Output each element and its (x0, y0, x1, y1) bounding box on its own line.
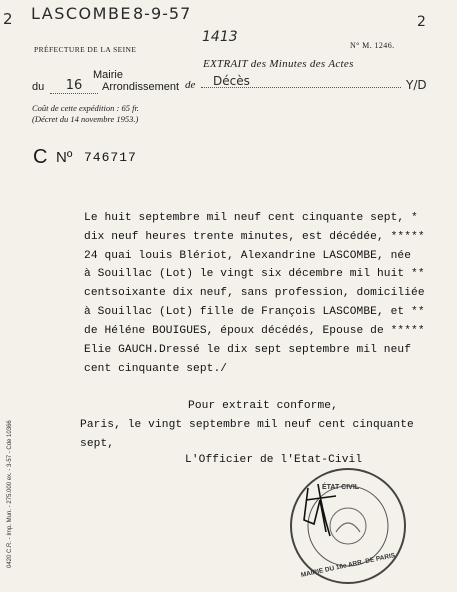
act-type: Décès (213, 74, 250, 88)
body-line: centsoixante dix neuf, sans profession, domiciliée (84, 287, 425, 299)
handwritten-mark-top-right: 2 (417, 14, 426, 30)
stamp-bottom-text: MAIRIE DU 16e ARR. DE PARIS (300, 552, 396, 579)
body-line: à Souillac (Lot) le vingt six décembre mil huit ** (84, 268, 425, 280)
serial-number: 746717 (84, 150, 137, 165)
prefecture-heading: PRÉFECTURE DE LA SEINE (34, 45, 137, 54)
body-line: Le huit septembre mil neuf cent cinquante sept, * (84, 212, 418, 224)
body-line: dix neuf heures trente minutes, est décédée, ***** (84, 231, 425, 243)
form-number: N° M. 1246. (350, 41, 395, 50)
mairie-label: Mairie (93, 69, 123, 81)
handwritten-surname: LASCOMBE (31, 4, 133, 23)
officer-signature (278, 470, 388, 560)
serial-prefix: Nº (56, 149, 73, 166)
body-line: cent cinquante sept./ (84, 363, 228, 375)
pour-extrait-conforme: Pour extrait conforme, (188, 400, 338, 412)
serial-letter: C (33, 146, 48, 168)
arrondissement-number: 16 (50, 78, 98, 94)
arrondissement-label: Arrondissement (102, 81, 180, 93)
body-line: Elie GAUCH.Dressé le dix sept septembre mil neuf (84, 344, 412, 356)
place-date-line-continued: sept, (80, 438, 115, 450)
officer-title: L'Officier de l'Etat-Civil (185, 454, 363, 466)
cost-line: Coût de cette expédition : 65 fr. (32, 103, 139, 113)
de-label: de (185, 79, 196, 91)
handwritten-reference-number: 1413 (202, 29, 238, 45)
handwritten-yd: Y/D (406, 78, 427, 92)
printer-margin-note: 0420 C.R. - Imp. Mun. - 275.000 ex. - 3-57 - Cde 10366 (7, 420, 13, 568)
handwritten-mark-top-left: 2 (3, 10, 13, 28)
place-date-line: Paris, le vingt septembre mil neuf cent cinquante (80, 419, 414, 431)
body-line: de Héléne BOUIGUES, époux décédés, Epouse de ***** (84, 325, 425, 337)
body-line: à Souillac (Lot) fille de François LASCOMBE, et ** (84, 306, 425, 318)
decree-line: (Décret du 14 novembre 1953.) (32, 114, 139, 124)
du-label: du (32, 81, 45, 93)
extract-title: EXTRAIT des Minutes des Actes (203, 58, 354, 70)
stamp-top-text: ÉTAT CIVIL (322, 484, 360, 491)
handwritten-date: 8-9-57 (133, 4, 192, 23)
body-line: 24 quai louis Blériot, Alexandrine LASCOMBE, née (84, 250, 412, 262)
